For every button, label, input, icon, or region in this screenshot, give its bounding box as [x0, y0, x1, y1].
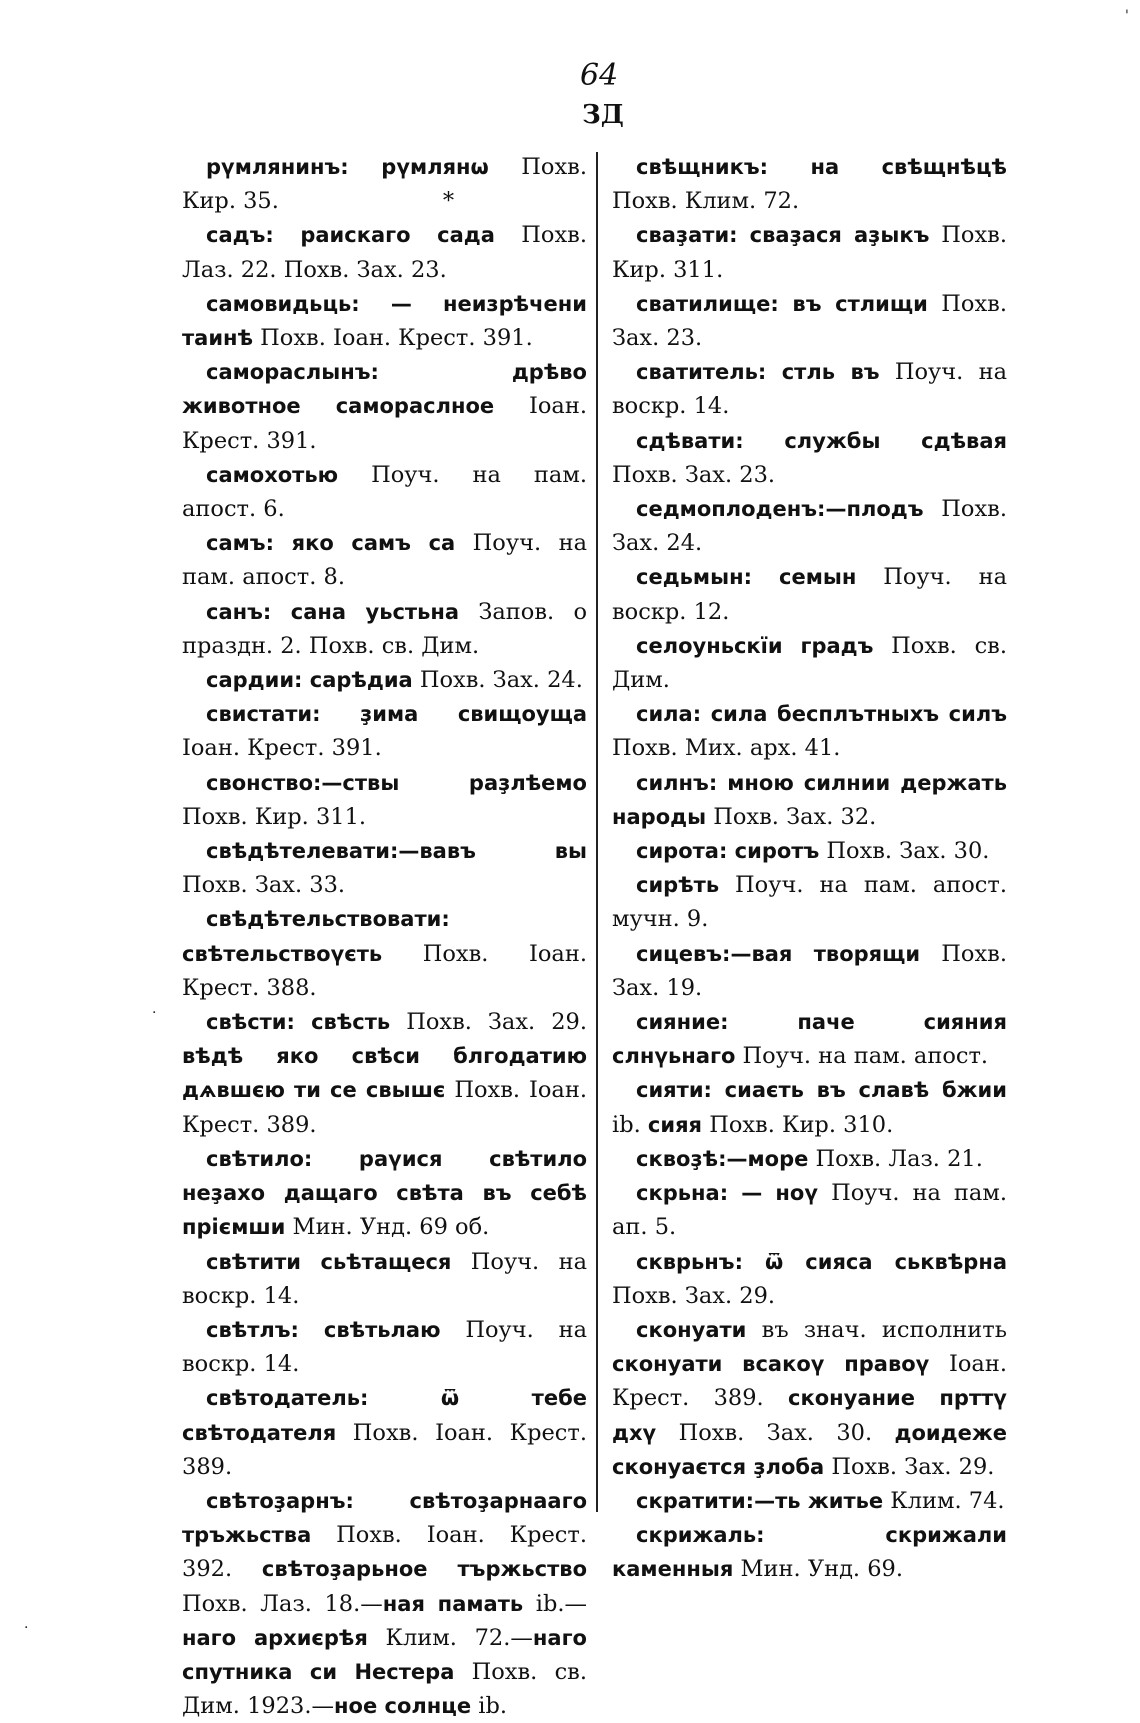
entry-headword: селоуньскїи градъ	[636, 633, 874, 658]
entry-headword: ная памать	[382, 1591, 524, 1616]
entry-reference: Клим. 72.—	[367, 1624, 533, 1651]
entry-reference: Похв. Зах. 30.	[819, 838, 990, 865]
scan-speck: ·	[24, 1620, 29, 1636]
dictionary-entry	[182, 1313, 587, 1381]
dictionary-entry	[612, 492, 1007, 560]
entry-reference: Похв. Кир. 311.	[182, 803, 367, 830]
scan-speck: '	[1125, 8, 1129, 24]
entry-reference: Поуч. на воскр. 14.	[612, 359, 1007, 420]
entry-headword: рүмлянинъ: рүмлянѡ	[206, 155, 489, 179]
entry-reference: Поуч. на пам. ап. 5.	[612, 1180, 1007, 1241]
dictionary-entry	[612, 697, 1007, 765]
entry-reference: Похв. Іоан. Крест. 391.	[253, 325, 533, 352]
dictionary-entry	[612, 1484, 1007, 1518]
dictionary-entry	[182, 355, 587, 458]
entry-headword: свѣтоҙарьное тържьство	[261, 1557, 587, 1582]
dictionary-entry	[612, 1245, 1007, 1313]
entry-reference: Поуч. на воскр. 14.	[182, 1316, 587, 1378]
entry-headword: сияя	[647, 1112, 703, 1137]
entry-headword: сицевъ:—вая творящи	[636, 941, 921, 966]
entry-reference: Похв. Лаз. 18.—	[182, 1590, 383, 1617]
entry-reference: Похв. Зах. 32.	[706, 803, 877, 830]
entry-headword: свѣщникъ: на свѣщнѣцѣ	[636, 155, 1007, 179]
entry-headword: самовидьць: — неизрѣчени таинѣ	[182, 291, 587, 351]
dictionary-entry	[612, 560, 1007, 628]
asterisk-mark: *	[442, 188, 455, 215]
entry-headword: сконуати всакоү правоү	[612, 1352, 930, 1377]
entry-headword: свѣсти: свѣсть	[206, 1010, 391, 1035]
dictionary-entry	[182, 1245, 587, 1313]
entry-headword: свѣдѣтелевати:—вавъ вы	[206, 839, 587, 864]
entry-reference: Поуч. на пам. апост. 6.	[182, 461, 587, 523]
entry-reference: Похв. Зах. 19.	[612, 940, 1007, 1001]
entry-reference: въ знач. исполнить	[746, 1316, 1007, 1343]
dictionary-entry	[612, 355, 1007, 423]
entry-reference: Іоан. Крест. 389.	[612, 1351, 1007, 1412]
entry-headword: свѣтило: раүися свѣтило неҙахо дащаго свѣта въ себѣ пріємши	[182, 1146, 587, 1240]
entry-reference: Похв. Зах. 23.	[612, 461, 776, 488]
entry-headword: сконуати	[636, 1317, 747, 1342]
entry-headword: седмоплоденъ:—плодъ	[636, 497, 924, 522]
entry-headword: седьмын: семын	[636, 565, 857, 590]
entry-headword: свѣдѣтельствовати: свѣтельствоүєть	[182, 907, 450, 966]
dictionary-entry	[612, 1142, 1007, 1176]
scan-speck: ·	[152, 1005, 157, 1021]
dictionary-entry	[612, 937, 1007, 1005]
entry-reference: Похв. Зах. 30.	[656, 1419, 895, 1446]
entry-reference: Поуч. на пам. апост. мучн. 9.	[612, 872, 1007, 933]
dictionary-entry	[182, 1381, 587, 1484]
dictionary-entry	[182, 150, 587, 218]
entry-reference: Клим. 74.	[883, 1487, 1005, 1514]
entry-reference: ib.—	[523, 1590, 587, 1617]
entry-reference: Похв. Кир. 35.	[182, 154, 587, 215]
right-column	[612, 150, 1007, 1587]
dictionary-entry	[182, 1005, 587, 1142]
left-column	[182, 150, 587, 1723]
entry-headword: скратити:—ть житье	[636, 1488, 884, 1513]
entry-reference: Похв. Клим. 72.	[612, 188, 800, 215]
entry-reference: Іоан. Крест. 391.	[182, 393, 587, 454]
entry-headword: свѣтити сьѣтащеся	[206, 1249, 452, 1274]
dictionary-entry	[182, 902, 587, 1005]
dictionary-entry	[612, 424, 1007, 492]
entry-reference: ib.	[471, 1693, 507, 1720]
entry-headword: сияти: сиаєть въ славѣ бжии	[636, 1078, 1007, 1103]
cyrillic-page-number: ЗД	[582, 100, 624, 130]
entry-headword: скрижаль: скрижали каменныя	[612, 1523, 1007, 1582]
entry-headword: садъ: раискаго сада	[206, 223, 495, 248]
entry-headword: сквоҙѣ:—море	[636, 1146, 809, 1171]
entry-reference: Похв. Мих. арх. 41.	[612, 735, 841, 762]
entry-reference: Поуч. на воскр. 14.	[182, 1248, 587, 1309]
entry-headword: силнъ: мною силнии держать народы	[612, 770, 1007, 829]
entry-headword: сирота: сиротъ	[636, 839, 820, 864]
entry-headword: ное солнце	[334, 1694, 472, 1719]
entry-reference: Похв. св. Дим. 1923.—	[182, 1658, 588, 1720]
dictionary-entry	[182, 287, 587, 355]
dictionary-entry	[612, 1005, 1007, 1073]
entry-headword: сирѣть	[636, 873, 720, 898]
entry-reference: Похв. Зах. 29.	[612, 1282, 776, 1309]
entry-headword: наго архиєрѣя	[182, 1625, 368, 1650]
dictionary-entry	[612, 287, 1007, 355]
entry-reference: Мин. Унд. 69 об.	[285, 1214, 490, 1241]
entry-headword: доидеже сконуаєтся ҙлоба	[612, 1420, 1007, 1479]
dictionary-entry	[612, 1176, 1007, 1244]
dictionary-entry	[182, 697, 587, 765]
dictionary-entry	[182, 458, 587, 526]
dictionary-entry	[182, 663, 587, 697]
entry-reference: Похв. Лаз. 21.	[808, 1145, 983, 1172]
entry-reference: Похв. Зах. 24.	[612, 496, 1007, 557]
entry-reference: Похв. Кир. 311.	[612, 222, 1007, 283]
entry-headword: сила: сила бесплътныхъ силъ	[636, 702, 1007, 727]
entry-reference: Поуч. на пам. апост.	[735, 1043, 989, 1070]
entry-headword: самораслынъ: дрѣво животное самораслное	[182, 360, 587, 419]
entry-headword: скрьна: — ноү	[636, 1181, 819, 1206]
entry-headword: скврьнъ: ѿ сияса ськвѣрна	[636, 1249, 1007, 1274]
entry-reference: Похв. Іоан. Крест. 392.	[182, 1522, 587, 1583]
dictionary-entry	[612, 150, 1007, 218]
dictionary-entry	[182, 526, 587, 594]
entry-reference: ib.	[612, 1111, 648, 1138]
entry-headword: свѣтодатель: ѿ тебе свѣтодателя	[182, 1386, 587, 1445]
entry-headword: вѣдѣ яко свѣси блгодатию дѧвшєю ти се свышє	[182, 1044, 587, 1103]
entry-headword: сконуание прттү дхү	[612, 1386, 1007, 1445]
entry-reference: Похв. Зах. 23.	[612, 290, 1007, 352]
dictionary-entry	[612, 1073, 1007, 1141]
entry-headword: свѣтоҙарнъ: свѣтоҙарнааго тръжьства	[182, 1488, 587, 1548]
dictionary-entry	[182, 766, 587, 834]
entry-headword: сардии: сарѣдиа	[206, 668, 413, 693]
entry-reference: Похв. Кир. 310.	[702, 1111, 894, 1138]
entry-reference: Мин. Унд. 69.	[733, 1556, 904, 1583]
entry-reference: Похв. Зах. 29.	[390, 1009, 587, 1036]
entry-reference: Похв. Іоан. Крест. 389.	[182, 1419, 587, 1480]
entry-headword: самохотью	[206, 462, 339, 487]
entry-reference: Похв. Зах. 24.	[412, 667, 583, 694]
entry-headword: самъ: яко самъ са	[206, 531, 456, 556]
entry-reference: Запов. о праздн. 2. Похв. св. Дим.	[182, 598, 587, 659]
entry-headword: свѣтлъ: свѣтьлаю	[206, 1317, 441, 1342]
entry-reference: Похв. Лаз. 22. Похв. Зах. 23.	[182, 222, 587, 283]
dictionary-entry	[612, 766, 1007, 834]
entry-headword: сватилище: въ стлищи	[636, 291, 928, 316]
dictionary-entry	[182, 1484, 587, 1723]
entry-reference: Похв. Іоан. Крест. 389.	[182, 1077, 587, 1138]
entry-reference: Поуч. на пам. апост. 8.	[182, 530, 587, 591]
dictionary-entry	[612, 1518, 1007, 1586]
entry-headword: санъ: сана уьстьна	[206, 599, 460, 624]
page-number: 64	[580, 58, 619, 93]
dictionary-entry	[612, 218, 1007, 286]
entry-headword: сваҙати: сваҙася аҙыкъ	[636, 223, 930, 248]
entry-headword: наго спутника си Нестера	[182, 1625, 587, 1684]
entry-reference: Похв. св. Дим.	[612, 632, 1007, 694]
entry-headword: сватитель: стль въ	[636, 360, 880, 385]
dictionary-entry	[182, 834, 587, 902]
entry-reference: Похв. Зах. 33.	[182, 872, 346, 899]
dictionary-entry	[612, 834, 1007, 868]
dictionary-entry	[182, 595, 587, 663]
entry-headword: свистати: ҙима свищоуща	[206, 702, 587, 727]
entry-reference: Поуч. на воскр. 12.	[612, 564, 1007, 625]
dictionary-entry	[182, 218, 587, 286]
entry-reference: Похв. Зах. 29.	[824, 1453, 995, 1480]
entry-reference: Іоан. Крест. 391.	[182, 735, 382, 762]
entry-headword: сияние: паче сияния слнүьнаго	[612, 1010, 1007, 1069]
entry-reference: Похв. Іоан. Крест. 388.	[182, 940, 587, 1001]
dictionary-entry	[612, 1313, 1007, 1484]
column-divider	[596, 152, 598, 1512]
dictionary-entry	[612, 629, 1007, 697]
entry-headword: свонство:—ствы раҙлѣемо	[206, 770, 587, 795]
dictionary-entry	[612, 868, 1007, 936]
entry-headword: сдѣвати: службы сдѣвая	[636, 428, 1007, 453]
dictionary-entry	[182, 1142, 587, 1245]
